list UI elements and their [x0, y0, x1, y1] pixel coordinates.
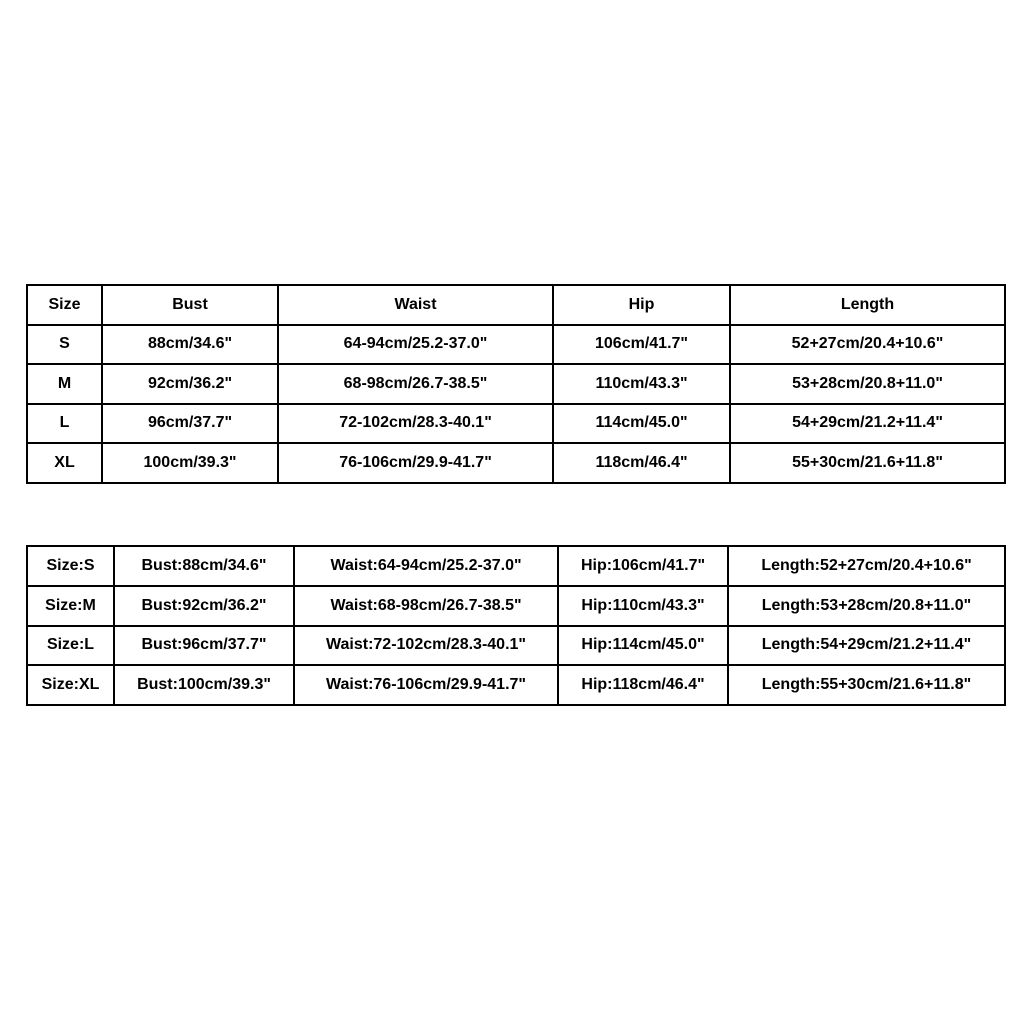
table-row [27, 404, 1005, 444]
cell-waist: 64-94cm/25.2-37.0" [278, 325, 553, 365]
table-row [27, 626, 1005, 666]
cell-size: Size:L [27, 626, 114, 666]
header-hip: Hip [553, 285, 730, 325]
cell-length: Length:54+29cm/21.2+11.4" [728, 626, 1005, 666]
cell-hip: 106cm/41.7" [553, 325, 730, 365]
cell-size: S [27, 325, 102, 365]
cell-bust: 88cm/34.6" [102, 325, 278, 365]
cell-waist: Waist:72-102cm/28.3-40.1" [294, 626, 558, 666]
cell-hip: Hip:110cm/43.3" [558, 586, 728, 626]
cell-size: XL [27, 443, 102, 483]
header-size: Size [27, 285, 102, 325]
cell-length: Length:53+28cm/20.8+11.0" [728, 586, 1005, 626]
table-row [27, 665, 1005, 705]
cell-hip: Hip:118cm/46.4" [558, 665, 728, 705]
cell-length: 55+30cm/21.6+11.8" [730, 443, 1005, 483]
cell-bust: Bust:92cm/36.2" [114, 586, 294, 626]
table-row [27, 586, 1005, 626]
header-bust: Bust [102, 285, 278, 325]
cell-length: Length:52+27cm/20.4+10.6" [728, 546, 1005, 586]
cell-waist: 68-98cm/26.7-38.5" [278, 364, 553, 404]
labeled-size-chart-table [26, 545, 1006, 706]
cell-hip: 118cm/46.4" [553, 443, 730, 483]
table-row [27, 325, 1005, 365]
cell-size: Size:S [27, 546, 114, 586]
cell-waist: 76-106cm/29.9-41.7" [278, 443, 553, 483]
table-row [27, 443, 1005, 483]
cell-bust: Bust:96cm/37.7" [114, 626, 294, 666]
cell-bust: Bust:100cm/39.3" [114, 665, 294, 705]
cell-hip: Hip:106cm/41.7" [558, 546, 728, 586]
cell-bust: 100cm/39.3" [102, 443, 278, 483]
cell-bust: 92cm/36.2" [102, 364, 278, 404]
cell-hip: 110cm/43.3" [553, 364, 730, 404]
cell-hip: Hip:114cm/45.0" [558, 626, 728, 666]
cell-length: 52+27cm/20.4+10.6" [730, 325, 1005, 365]
cell-waist: Waist:68-98cm/26.7-38.5" [294, 586, 558, 626]
size-chart-table [26, 284, 1006, 484]
table-row [27, 546, 1005, 586]
cell-length: 54+29cm/21.2+11.4" [730, 404, 1005, 444]
header-length: Length [730, 285, 1005, 325]
cell-bust: 96cm/37.7" [102, 404, 278, 444]
table-header-row [27, 285, 1005, 325]
cell-waist: Waist:76-106cm/29.9-41.7" [294, 665, 558, 705]
cell-size: Size:M [27, 586, 114, 626]
cell-size: M [27, 364, 102, 404]
table-row [27, 364, 1005, 404]
cell-length: 53+28cm/20.8+11.0" [730, 364, 1005, 404]
cell-bust: Bust:88cm/34.6" [114, 546, 294, 586]
cell-waist: 72-102cm/28.3-40.1" [278, 404, 553, 444]
cell-waist: Waist:64-94cm/25.2-37.0" [294, 546, 558, 586]
header-waist: Waist [278, 285, 553, 325]
cell-hip: 114cm/45.0" [553, 404, 730, 444]
cell-length: Length:55+30cm/21.6+11.8" [728, 665, 1005, 705]
cell-size: Size:XL [27, 665, 114, 705]
cell-size: L [27, 404, 102, 444]
